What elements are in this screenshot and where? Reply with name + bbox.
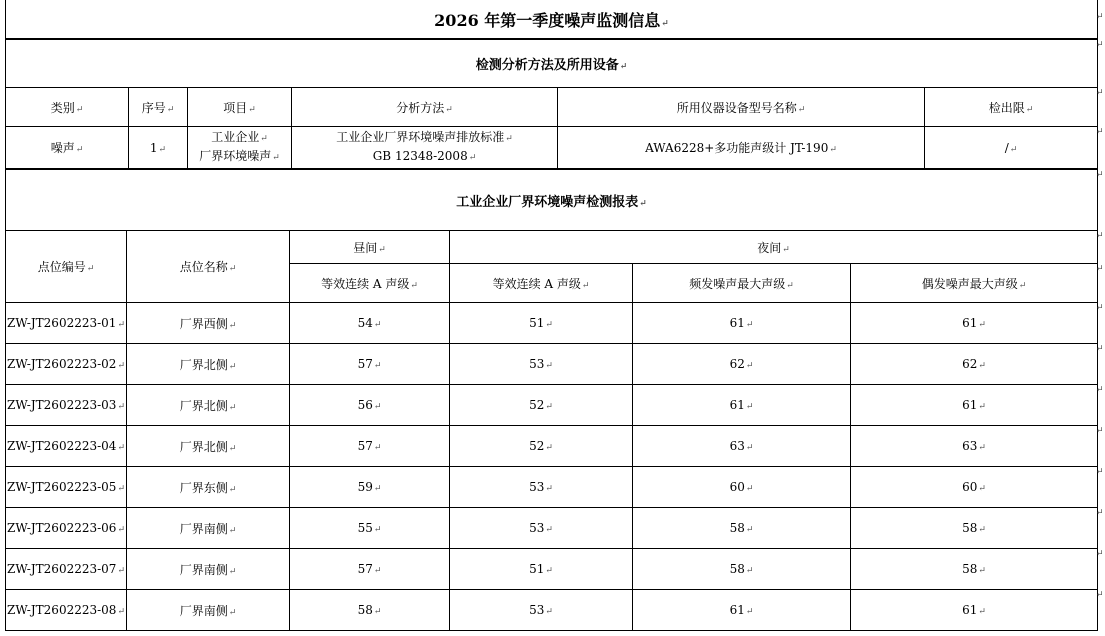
day-leq-value: 59 ↵: [290, 467, 450, 508]
night-frequent-max-value: 63 ↵: [633, 426, 851, 467]
paragraph-mark-icon: ↵: [1096, 170, 1104, 180]
point-id: ZW-JT2602223-03 ↵: [6, 385, 127, 426]
night-frequent-max-value: 58 ↵: [633, 508, 851, 549]
method-standard: 工业企业厂界环境噪声排放标准 ↵ GB 12348-2008 ↵: [292, 127, 558, 169]
paragraph-mark-icon: ↵: [1096, 303, 1104, 313]
paragraph-mark-icon: ↵: [1096, 12, 1104, 22]
header-instrument: 所用仪器设备型号名称 ↵: [558, 88, 925, 127]
paragraph-mark-icon: ↵: [1096, 231, 1104, 241]
paragraph-mark-icon: ↵: [1096, 40, 1104, 50]
night-leq-value: 53 ↵: [450, 590, 633, 631]
header-day-leq: 等效连续 A 声级 ↵: [290, 264, 450, 303]
point-id: ZW-JT2602223-01 ↵: [6, 303, 127, 344]
paragraph-mark-icon: ↵: [1096, 590, 1104, 600]
point-id: ZW-JT2602223-06 ↵: [6, 508, 127, 549]
night-occasional-max-value: 61 ↵: [851, 590, 1098, 631]
night-leq-value: 52 ↵: [450, 426, 633, 467]
header-night-leq: 等效连续 A 声级 ↵: [450, 264, 633, 303]
day-leq-value: 57 ↵: [290, 549, 450, 590]
point-name: 厂界西侧 ↵: [127, 303, 290, 344]
header-point-id: 点位编号 ↵: [6, 231, 127, 303]
paragraph-mark-icon: ↵: [1096, 549, 1104, 559]
point-id: ZW-JT2602223-05 ↵: [6, 467, 127, 508]
night-leq-value: 53 ↵: [450, 467, 633, 508]
point-id: ZW-JT2602223-07 ↵: [6, 549, 127, 590]
table-row: [6, 590, 1098, 631]
paragraph-mark-icon: ↵: [1096, 508, 1104, 518]
point-name: 厂界北侧 ↵: [127, 385, 290, 426]
night-frequent-max-value: 62 ↵: [633, 344, 851, 385]
night-frequent-max-value: 58 ↵: [633, 549, 851, 590]
day-leq-value: 57 ↵: [290, 426, 450, 467]
point-name: 厂界南侧 ↵: [127, 549, 290, 590]
paragraph-mark-icon: ↵: [1096, 127, 1104, 137]
night-leq-value: 51 ↵: [450, 549, 633, 590]
point-id: ZW-JT2602223-04 ↵: [6, 426, 127, 467]
method-category: 噪声 ↵: [6, 127, 129, 169]
header-limit: 检出限 ↵: [925, 88, 1098, 127]
day-leq-value: 54 ↵: [290, 303, 450, 344]
header-night-occasional-max: 偶发噪声最大声级 ↵: [851, 264, 1098, 303]
point-name: 厂界北侧 ↵: [127, 426, 290, 467]
header-night-frequent-max: 频发噪声最大声级 ↵: [633, 264, 851, 303]
header-point-name: 点位名称 ↵: [127, 231, 290, 303]
header-day: 昼间 ↵: [290, 231, 450, 264]
method-limit: / ↵: [925, 127, 1098, 169]
night-occasional-max-value: 63 ↵: [851, 426, 1098, 467]
table-row: [6, 344, 1098, 385]
night-leq-value: 53 ↵: [450, 344, 633, 385]
method-item: 工业企业 ↵ 厂界环境噪声 ↵: [188, 127, 292, 169]
point-name: 厂界南侧 ↵: [127, 508, 290, 549]
table-row: [6, 549, 1098, 590]
paragraph-mark-icon: ↵: [1096, 426, 1104, 436]
method-instrument: AWA6228+多功能声级计 JT-190 ↵: [558, 127, 925, 169]
point-name: 厂界东侧 ↵: [127, 467, 290, 508]
point-id: ZW-JT2602223-08 ↵: [6, 590, 127, 631]
night-occasional-max-value: 58 ↵: [851, 549, 1098, 590]
point-name: 厂界南侧 ↵: [127, 590, 290, 631]
point-name: 厂界北侧 ↵: [127, 344, 290, 385]
night-occasional-max-value: 58 ↵: [851, 508, 1098, 549]
report-section-title: 工业企业厂界环境噪声检测报表 ↵: [6, 170, 1098, 231]
table-row: [6, 467, 1098, 508]
day-leq-value: 57 ↵: [290, 344, 450, 385]
title-table: [5, 0, 1098, 39]
day-leq-value: 55 ↵: [290, 508, 450, 549]
night-occasional-max-value: 61 ↵: [851, 385, 1098, 426]
point-id: ZW-JT2602223-02 ↵: [6, 344, 127, 385]
header-item: 项目 ↵: [188, 88, 292, 127]
night-occasional-max-value: 62 ↵: [851, 344, 1098, 385]
table-row: [6, 303, 1098, 344]
paragraph-mark-icon: ↵: [1096, 344, 1104, 354]
paragraph-mark-icon: ↵: [1096, 264, 1104, 274]
night-frequent-max-value: 60 ↵: [633, 467, 851, 508]
night-frequent-max-value: 61 ↵: [633, 385, 851, 426]
night-leq-value: 51 ↵: [450, 303, 633, 344]
night-occasional-max-value: 60 ↵: [851, 467, 1098, 508]
methods-table: [5, 39, 1098, 169]
header-seq: 序号 ↵: [129, 88, 188, 127]
report-table: [5, 169, 1098, 631]
paragraph-mark-icon: ↵: [1096, 467, 1104, 477]
night-frequent-max-value: 61 ↵: [633, 590, 851, 631]
night-frequent-max-value: 61 ↵: [633, 303, 851, 344]
day-leq-value: 58 ↵: [290, 590, 450, 631]
paragraph-mark-icon: ↵: [1096, 88, 1104, 98]
table-row: [6, 385, 1098, 426]
header-method: 分析方法 ↵: [292, 88, 558, 127]
night-leq-value: 52 ↵: [450, 385, 633, 426]
night-occasional-max-value: 61 ↵: [851, 303, 1098, 344]
night-leq-value: 53 ↵: [450, 508, 633, 549]
method-seq: 1 ↵: [129, 127, 188, 169]
table-row: [6, 426, 1098, 467]
paragraph-mark-icon: ↵: [1096, 385, 1104, 395]
table-row: [6, 508, 1098, 549]
header-night: 夜间 ↵: [450, 231, 1098, 264]
document-title: 2026 年第一季度噪声监测信息 ↵: [6, 0, 1098, 39]
methods-section-title: 检测分析方法及所用设备 ↵: [6, 40, 1098, 88]
day-leq-value: 56 ↵: [290, 385, 450, 426]
header-category: 类别 ↵: [6, 88, 129, 127]
